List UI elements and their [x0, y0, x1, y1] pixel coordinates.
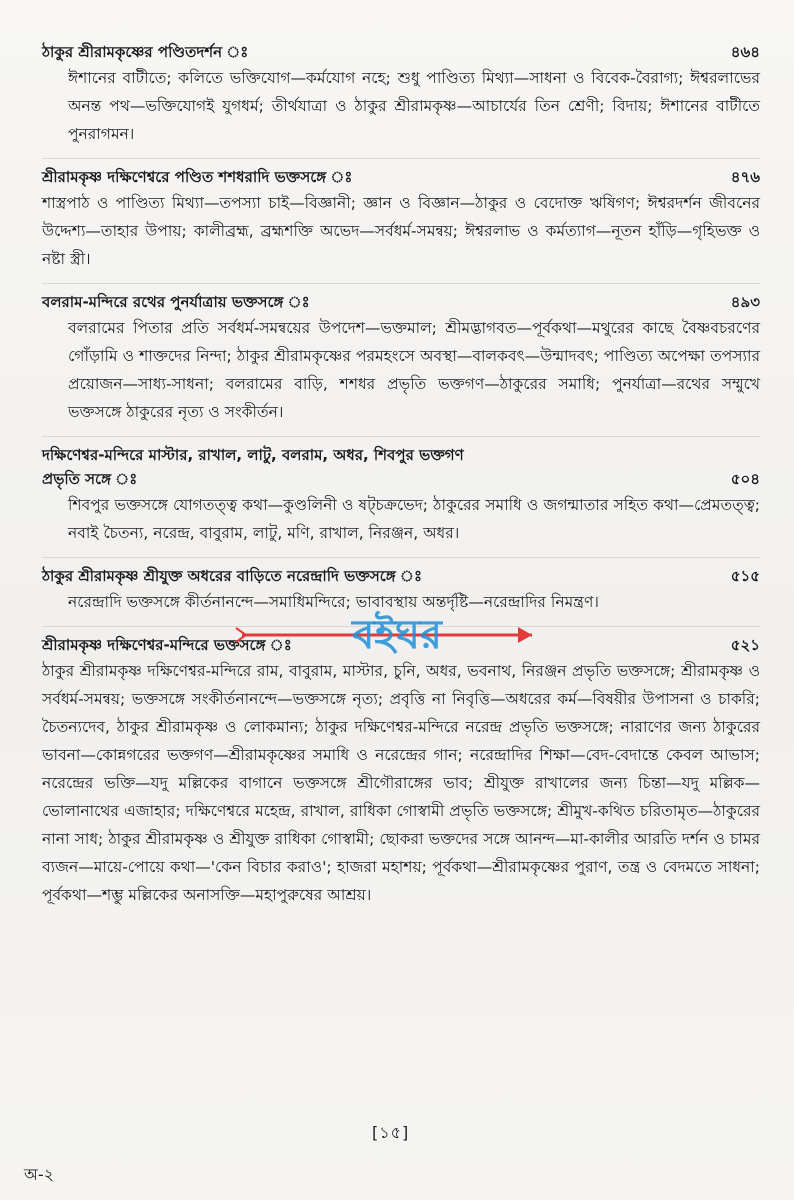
- divider: [42, 283, 760, 284]
- section-summary: নরেন্দ্রাদি ভক্তসঙ্গে কীর্তনানন্দে—সমাধিমন্দিরে; ভাবাবস্থায় অন্তর্দৃষ্টি—নরেন্দ্রাদির নিমন্ত্রণ।: [68, 593, 599, 611]
- toc-section: [42, 443, 760, 547]
- section-title: শ্রীরামকৃষ্ণ দক্ষিণেশ্বরে পণ্ডিত শশধরাদি ভক্তসঙ্গে ঃ: [42, 168, 353, 186]
- section-summary: ঈশানের বাটীতে; কলিতে ভক্তিযোগ—কর্মযোগ নহে; শুধু পাণ্ডিত্য মিথ্যা—সাধনা ও বিবেক-বৈরাগ্য; ঈশ্বরলাভের অনন্ত পথ—ভক্তিযোগই যুগধর্ম; তীর্থযাত্রা ও ঠাকুর শ্রীরামকৃষ্ণ—আচার্যের তিন শ্রেণী; বিদায়; ঈশানের বাটীতে পুনরাগমন।: [68, 69, 760, 143]
- signature-mark: অ-২: [24, 1165, 55, 1184]
- section-summary: শিবপুর ভক্তসঙ্গে যোগতত্ত্ব কথা—কুণ্ডলিনী ও ষট্চক্রভেদ; ঠাকুরের সমাধি ও জগন্মাতার সহিত কথা—প্রেমতত্ত্ব; নবাই চৈতন্য, নরেন্দ্র, বাবুরাম, লাটু, মণি, রাখাল, নিরঞ্জন, অধর।: [68, 496, 760, 542]
- page-number: ৪৬৪: [730, 43, 760, 61]
- watermark-logo: [232, 600, 562, 670]
- toc-section: [42, 290, 760, 426]
- section-heading-row: [42, 467, 760, 491]
- section-title: ঠাকুর শ্রীরামকৃষ্ণের পণ্ডিতদর্শন ঃ: [42, 43, 249, 61]
- section-summary: ঠাকুর শ্রীরামকৃষ্ণ দক্ষিণেশ্বর-মন্দিরে রাম, বাবুরাম, মাস্টার, চুনি, অধর, ভবনাথ, নিরঞ্জন প্রভৃতি ভক্তসঙ্গে; শ্রীরামকৃষ্ণ ও সর্বধর্ম-সমন্বয়; ভক্তসঙ্গে সংকীর্তনানন্দে—ভক্তসঙ্গে নৃত্য; প্রবৃত্তি না নিবৃত্তি—অধরের কর্ম—বিষয়ীর উপাসনা ও চাকরি; চৈতন্যদেব, ঠাকুর শ্রীরামকৃষ্ণ ও লোকমান্য; ঠাকুর দক্ষিণেশ্বর-মন্দিরে নরেন্দ্র প্রভৃতি ভক্তসঙ্গে; নারাণের জন্য ঠাকুরের ভাবনা—কোন্নগরের ভক্তগণ—শ্রীরামকৃষ্ণের সমাধি ও নরেন্দ্রের গান; নরেন্দ্রাদির শিক্ষা—বেদ-বেদান্তে কেবল আভাস; নরেন্দ্রের ভক্তি—যদু মল্লিকের বাগানে ভক্তসঙ্গে শ্রীগৌরাঙ্গের ভাব; শ্রীযুক্ত রাখালের জন্য চিন্তা—যদু মল্লিক—ভোলানাথের এজাহার; দক্ষিণেশ্বরে মহেন্দ্র, রাখাল, রাধিকা গোস্বামী প্রভৃতি ভক্তসঙ্গে; শ্রীমুখ-কথিত চরিতামৃত—ঠাকুরের নানা সাধ; ঠাকুর শ্রীরামকৃষ্ণ ও শ্রীযুক্ত রাধিকা গোস্বামী; ছোকরা ভক্তদের সঙ্গে আনন্দ—মা-কালীর আরতি দর্শন ও চামর ব্যজন—মায়ে-পোয়ে কথা—'কেন বিচার করাও'; হাজরা মহাশয়; পূর্বকথা—শ্রীরামকৃষ্ণের পুরাণ, তন্ত্র ও বেদমতে সাধনা; পূর্বকথা—শম্ভু মল্লিকের অনাসক্তি—মহাপুরুষের আশ্রয়।: [42, 662, 760, 904]
- watermark-text: বইঘর: [352, 612, 442, 658]
- section-heading-row: [42, 290, 760, 314]
- page-number: ৫২১: [730, 636, 760, 654]
- page-number: ৫০৪: [730, 470, 760, 488]
- section-title: ঠাকুর শ্রীরামকৃষ্ণ শ্রীযুক্ত অধরের বাড়িতে নরেন্দ্রাদি ভক্তসঙ্গে ঃ: [42, 567, 422, 585]
- page-number: ৫১৫: [730, 567, 760, 585]
- section-heading-row: [42, 564, 760, 588]
- section-summary: শাস্ত্রপাঠ ও পাণ্ডিত্য মিথ্যা—তপস্যা চাই—বিজ্ঞানী; জ্ঞান ও বিজ্ঞান—ঠাকুর ও বেদোক্ত ঋষিগণ; ঈশ্বরদর্শন জীবনের উদ্দেশ্য—তাহার উপায়; কালীব্রহ্ম, ব্রহ্মশক্তি অভেদ—সর্বধর্ম-সমন্বয়; ঈশ্বরলাভ ও কর্মত্যাগ—নূতন হাঁড়ি—গৃহিভক্ত ও নষ্টা স্ত্রী।: [42, 194, 760, 268]
- page-number: ৪৭৬: [730, 168, 760, 186]
- section-heading-row: [42, 40, 760, 64]
- toc-section: [42, 633, 760, 909]
- table-of-contents: [42, 40, 760, 919]
- toc-section: [42, 165, 760, 273]
- section-heading-row: [42, 165, 760, 189]
- section-summary: বলরামের পিতার প্রতি সর্বধর্ম-সমন্বয়ের উপদেশ—ভক্তমাল; শ্রীমদ্ভাগবত—পূর্বকথা—মথুরের কাছে বৈষ্ণবচরণের গোঁড়ামি ও শাক্তদের নিন্দা; ঠাকুর শ্রীরামকৃষ্ণের পরমহংসে অবস্থা—বালকবৎ—উন্মাদবৎ; পাণ্ডিত্য অপেক্ষা তপস্যার প্রয়োজন—সাধ্য-সাধনা; বলরামের বাড়ি, শশধর প্রভৃতি ভক্তগণ—ঠাকুরের সমাধি; পুনর্যাত্রা—রথের সম্মুখে ভক্তসঙ্গে ঠাকুরের নৃত্য ও সংকীর্তন।: [68, 319, 760, 421]
- divider: [42, 436, 760, 437]
- divider: [42, 557, 760, 558]
- page-number: ৪৯৩: [730, 293, 760, 311]
- toc-section: [42, 40, 760, 148]
- section-title: দক্ষিণেশ্বর-মন্দিরে মাস্টার, রাখাল, লাটু, বলরাম, অধর, শিবপুর ভক্তগণ: [42, 446, 464, 464]
- divider: [42, 158, 760, 159]
- page-folio: [১৫]: [372, 1123, 410, 1142]
- section-title: বলরাম-মন্দিরে রথের পুনর্যাত্রায় ভক্তসঙ্গে ঃ: [42, 293, 310, 311]
- section-title-continued: প্রভৃতি সঙ্গে ঃ: [42, 470, 138, 488]
- section-title: শ্রীরামকৃষ্ণ দক্ষিণেশ্বর-মন্দিরে ভক্তসঙ্গে ঃ: [42, 636, 292, 654]
